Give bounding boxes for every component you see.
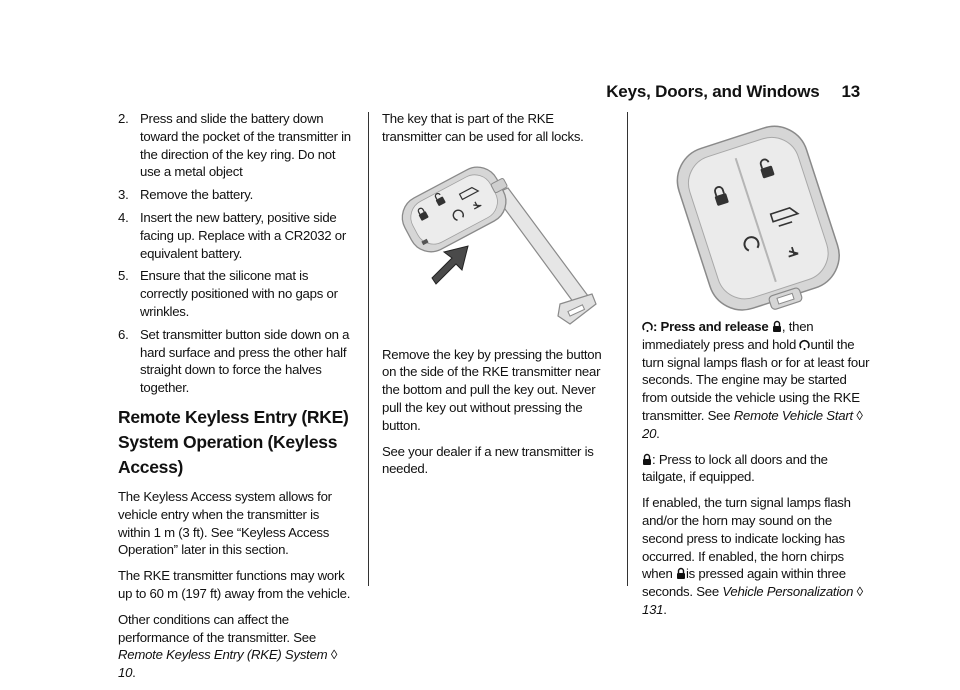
remote-start-icon <box>642 320 653 333</box>
key-removal-illustration <box>382 154 614 334</box>
step-text: Ensure that the silicone mat is correctly positioned with no gaps or wrinkles. <box>140 268 338 319</box>
key-blade <box>494 188 596 324</box>
battery-steps-list <box>118 110 354 397</box>
remove-key-paragraph: Remove the key by pressing the button on the side of the RKE transmitter near the bottom and pull the key out. Never pull the key out without pressing the button. <box>382 346 602 433</box>
section-title: Keys, Doors, and Windows <box>606 82 820 101</box>
lock-icon <box>676 567 686 580</box>
remote-vehicle-start-link[interactable]: Remote Vehicle Start <box>733 407 853 423</box>
step-text: Press and slide the battery down toward the pocket of the transmitter in the direction of the key ring. Do not use a metal object <box>140 111 351 180</box>
lock-text: : Press to lock all doors and the tailgate, if equipped. <box>642 451 828 485</box>
transmitter-illustration <box>642 114 874 314</box>
transmitter-body <box>669 118 851 314</box>
remote-start-text: until the turn signal lamps flash or for at least four seconds. The engine may be started from outside the vehicle using the RKE transmitter. See <box>642 336 870 423</box>
press-button-arrow <box>432 246 468 284</box>
page-number: 13 <box>841 82 860 101</box>
column-2 <box>382 110 614 486</box>
page-ref-number[interactable]: 10 <box>118 665 133 681</box>
step-item <box>118 209 354 262</box>
column-3 <box>642 110 874 627</box>
locking-feedback-paragraph <box>642 494 874 619</box>
lock-icon <box>642 453 652 466</box>
step-number: 5. <box>118 268 129 284</box>
para-end: . <box>663 601 667 617</box>
column-divider-right <box>627 112 628 586</box>
column-1 <box>118 110 354 690</box>
para-end: . <box>656 425 660 441</box>
column-divider-left <box>368 112 369 586</box>
page-ref-arrow: ◊ <box>856 407 863 423</box>
step-text: Remove the battery. <box>140 187 254 203</box>
remote-start-text: , then immediately press and hold <box>642 319 814 352</box>
step-item <box>118 110 354 181</box>
step-item <box>118 186 354 204</box>
feedback-text: is pressed again within three seconds. See <box>642 566 846 600</box>
step-item <box>118 267 354 320</box>
feedback-text: If enabled, the turn signal lamps flash and/or the horn may sound on the second press to indicate locking has occurred. If enabled, the horn chirps when <box>642 495 851 582</box>
page-ref-arrow: ◊ <box>856 584 863 600</box>
page-ref-number[interactable]: 131 <box>642 601 664 617</box>
para-end: . <box>132 665 136 681</box>
para-text: Other conditions can affect the performance of the transmitter. See <box>118 611 316 645</box>
key-fob <box>395 156 519 259</box>
remote-start-paragraph <box>642 318 874 443</box>
vehicle-personalization-link[interactable]: Vehicle Personalization <box>722 584 854 600</box>
page-header <box>606 82 860 102</box>
section-heading: Remote Keyless Entry (RKE) System Operation (Keyless Access) <box>118 406 349 477</box>
remote-start-icon <box>799 338 810 351</box>
lock-icon <box>772 320 782 333</box>
conditions-paragraph <box>118 611 354 682</box>
range-paragraph: The RKE transmitter functions may work up to 60 m (197 ft) away from the vehicle. <box>118 568 351 601</box>
key-intro-paragraph: The key that is part of the RKE transmitter can be used for all locks. <box>382 111 584 144</box>
step-text: Set transmitter button side down on a hard surface and press the other half straight down to force the halves together. <box>140 326 350 396</box>
page-ref-number[interactable]: 20 <box>642 425 657 441</box>
step-number: 6. <box>118 326 129 342</box>
step-number: 2. <box>118 111 129 126</box>
dealer-paragraph: See your dealer if a new transmitter is needed. <box>382 443 594 477</box>
step-text: Insert the new battery, positive side facing up. Replace with a CR2032 or equivalent battery. <box>140 209 347 261</box>
step-item <box>118 326 354 397</box>
lock-paragraph <box>642 451 874 487</box>
rke-system-link[interactable]: Remote Keyless Entry (RKE) System <box>118 647 328 663</box>
page-ref-arrow: ◊ <box>330 647 338 663</box>
keyless-access-paragraph: The Keyless Access system allows for vehicle entry when the transmitter is within 1 m (3 ft). See “Keyless Access Operation” later in this section. <box>118 488 332 558</box>
remote-start-label: : Press and release <box>653 319 772 334</box>
step-number: 3. <box>118 187 129 203</box>
step-number: 4. <box>118 209 129 225</box>
